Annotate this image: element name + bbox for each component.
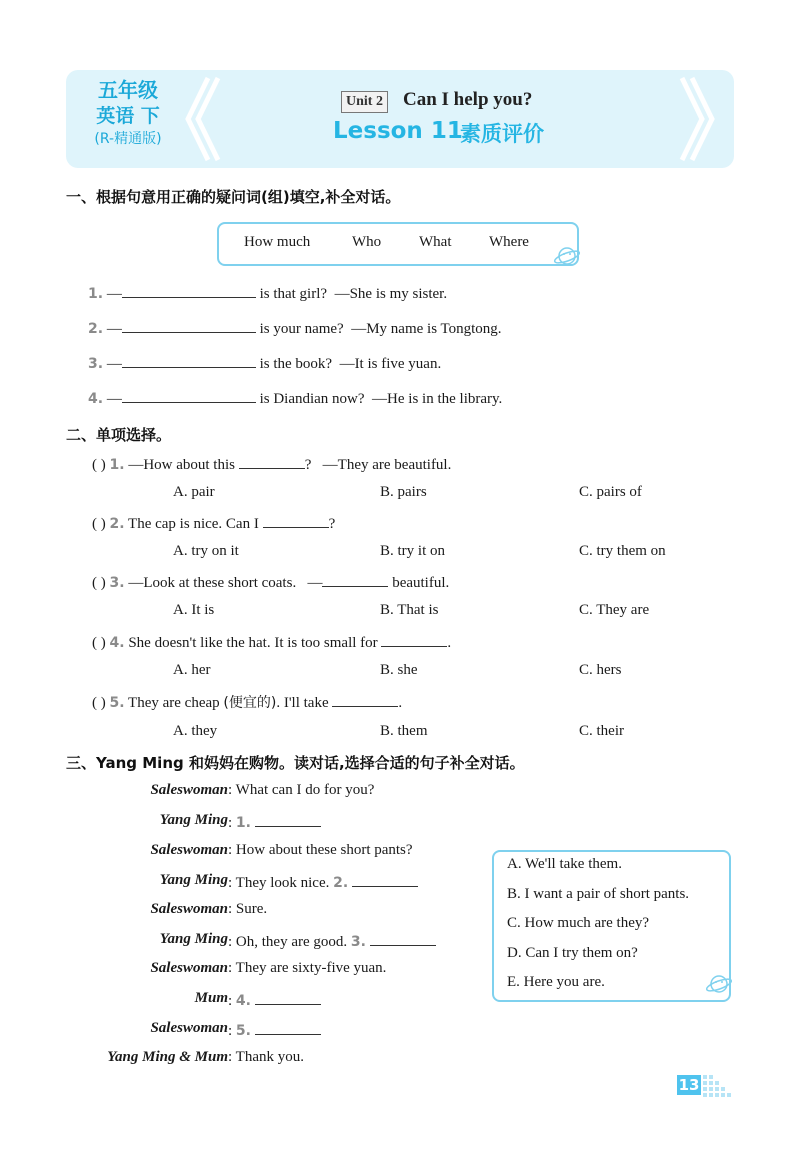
option-c[interactable]: C. pairs of (579, 484, 642, 500)
sentence-option: A. We'll take them. (507, 856, 622, 872)
item-number: 1. (109, 457, 125, 473)
mc-question-5 (92, 692, 402, 712)
speaker-colon: : (228, 782, 233, 798)
fill-item-2 (88, 318, 502, 338)
question-punct: ? (328, 516, 336, 532)
item-number: 5. (109, 695, 125, 711)
question-punct: . (447, 635, 452, 651)
item-number: 4. (88, 391, 104, 407)
planet-icon (705, 970, 735, 998)
item-number: 3. (350, 934, 366, 950)
subject-text: 英语 下 (96, 105, 160, 127)
item-number: 4. (235, 993, 251, 1009)
speaker-name: Saleswoman (150, 842, 228, 858)
question-reply: —They are beautiful. (322, 457, 452, 473)
answer-blank[interactable] (122, 388, 256, 403)
option-c[interactable]: C. hers (579, 662, 622, 678)
item-number: 2. (88, 321, 104, 337)
section3-title: 三、Yang Ming 和妈妈在购物。读对话,选择合适的句子补全对话。 (66, 754, 525, 772)
question-punct: ? (304, 457, 312, 473)
option-c[interactable]: C. They are (579, 602, 650, 618)
speaker-name: Yang Ming (159, 872, 228, 888)
option-c[interactable]: C. their (579, 723, 624, 739)
answer-blank[interactable] (122, 283, 256, 298)
lesson-name: 素质评价 (460, 122, 544, 146)
item-number: 5. (235, 1023, 251, 1039)
question-text-2: . I'll take (276, 695, 329, 711)
mc-question-1 (92, 454, 451, 474)
answer-blank[interactable] (122, 353, 256, 368)
speaker-colon: : (228, 934, 233, 950)
sentence-option: D. Can I try them on? (507, 945, 638, 961)
answer-blank[interactable] (255, 1020, 321, 1035)
item-number: 4. (109, 635, 125, 651)
word-option: How much (244, 234, 311, 250)
option-a[interactable]: A. her (173, 662, 211, 678)
mc-question-3 (92, 572, 449, 592)
question-text: —Look at these short coats. (128, 575, 297, 591)
question-text: —How about this (128, 457, 235, 473)
answer-paren[interactable]: ( ) (92, 516, 106, 532)
speaker-colon: : (228, 1049, 233, 1065)
speaker-colon: : (228, 960, 233, 976)
sentence-option: E. Here you are. (507, 974, 605, 990)
speaker-colon: : (228, 875, 233, 891)
option-b[interactable]: B. them (380, 723, 428, 739)
option-a[interactable]: A. pair (173, 484, 215, 500)
item-number: 2. (333, 875, 349, 891)
answer-blank[interactable] (122, 318, 256, 333)
edition-text: (R-精通版) (94, 131, 162, 147)
section1-title: 一、根据句意用正确的疑问词(组)填空,补全对话。 (66, 188, 401, 206)
question-text: They are cheap (128, 695, 220, 711)
answer-text: —He is in the library. (372, 391, 503, 407)
speaker-name: Saleswoman (150, 782, 228, 798)
question-text-end: beautiful. (392, 575, 450, 591)
dialogue-text: Sure. (235, 901, 268, 917)
item-number: 2. (109, 516, 125, 532)
sentence-option: B. I want a pair of short pants. (507, 886, 690, 902)
fill-item-4 (88, 388, 502, 408)
word-option: What (419, 234, 452, 250)
option-a[interactable]: A. try on it (173, 543, 239, 559)
option-a[interactable]: A. they (173, 723, 218, 739)
speaker-colon: : (228, 1023, 233, 1039)
page-number: 13 (678, 1076, 700, 1094)
answer-text: —She is my sister. (334, 286, 448, 302)
speaker-name: Saleswoman (150, 1020, 228, 1036)
question-text: is your name? (259, 321, 344, 337)
dialogue-text: Oh, they are good. (235, 934, 348, 950)
item-number: 3. (109, 575, 125, 591)
answer-paren[interactable]: ( ) (92, 457, 106, 473)
option-b[interactable]: B. she (380, 662, 418, 678)
dash: — (307, 575, 323, 591)
fill-item-3 (88, 353, 441, 373)
speaker-colon: : (228, 901, 233, 917)
option-c[interactable]: C. try them on (579, 543, 666, 559)
dialogue-text: Thank you. (235, 1049, 304, 1065)
dash: — (106, 286, 122, 302)
dash: — (106, 321, 122, 337)
grade-text: 五年级 (98, 78, 158, 102)
answer-blank (381, 632, 447, 647)
item-number: 3. (88, 356, 104, 372)
question-text: She doesn't like the hat. It is too small for (128, 635, 378, 651)
dialogue-text: What can I do for you? (235, 782, 375, 798)
question-text: is that girl? (259, 286, 328, 302)
speaker-name: Saleswoman (150, 901, 228, 917)
answer-text: —It is five yuan. (339, 356, 442, 372)
answer-blank (332, 692, 398, 707)
answer-blank (322, 572, 388, 587)
word-option: Who (352, 234, 382, 250)
unit-badge: Unit 2 (341, 91, 388, 113)
option-b[interactable]: B. pairs (380, 484, 427, 500)
section2-title: 二、单项选择。 (66, 426, 172, 444)
speaker-colon: : (228, 993, 233, 1009)
answer-blank[interactable] (255, 990, 321, 1005)
question-text: The cap is nice. Can I (128, 516, 259, 532)
speaker-colon: : (228, 842, 233, 858)
word-option: Where (489, 234, 529, 250)
question-punct: . (398, 695, 403, 711)
answer-blank (239, 454, 305, 469)
answer-blank (263, 513, 329, 528)
dash: — (106, 356, 122, 372)
fill-item-1 (88, 283, 447, 303)
answer-text: —My name is Tongtong. (351, 321, 502, 337)
sentence-option: C. How much are they? (507, 915, 650, 931)
answer-blank[interactable] (370, 931, 436, 946)
mc-question-4 (92, 632, 451, 652)
grade-label (78, 76, 178, 162)
answer-paren[interactable]: ( ) (92, 695, 106, 711)
speaker-name: Mum (194, 990, 228, 1006)
option-b[interactable]: B. That is (380, 602, 439, 618)
item-number: 1. (88, 286, 104, 302)
unit-title: Can I help you? (403, 89, 533, 110)
page-number-dots (703, 1075, 737, 1097)
chinese-note: (便宜的) (223, 695, 277, 711)
answer-paren[interactable]: ( ) (92, 635, 106, 651)
speaker-name: Saleswoman (150, 960, 228, 976)
speaker-name: Yang Ming (159, 931, 228, 947)
question-text: is Diandian now? (259, 391, 365, 407)
speaker-colon: : (228, 815, 233, 831)
speaker-name: Yang Ming (159, 812, 228, 828)
speaker-name: Yang Ming & Mum (107, 1049, 228, 1065)
question-text: is the book? (259, 356, 333, 372)
lesson-title: Lesson 11 (333, 118, 463, 144)
answer-blank[interactable] (352, 872, 418, 887)
answer-paren[interactable]: ( ) (92, 575, 106, 591)
dash: — (106, 391, 122, 407)
dialogue-text: They look nice. (235, 875, 330, 891)
option-a[interactable]: A. It is (173, 602, 215, 618)
mc-question-2 (92, 513, 335, 533)
planet-icon (553, 242, 583, 270)
item-number: 1. (235, 815, 251, 831)
dialogue-text: They are sixty-five yuan. (235, 960, 387, 976)
dialogue-text: How about these short pants? (235, 842, 413, 858)
answer-blank[interactable] (255, 812, 321, 827)
option-b[interactable]: B. try it on (380, 543, 446, 559)
